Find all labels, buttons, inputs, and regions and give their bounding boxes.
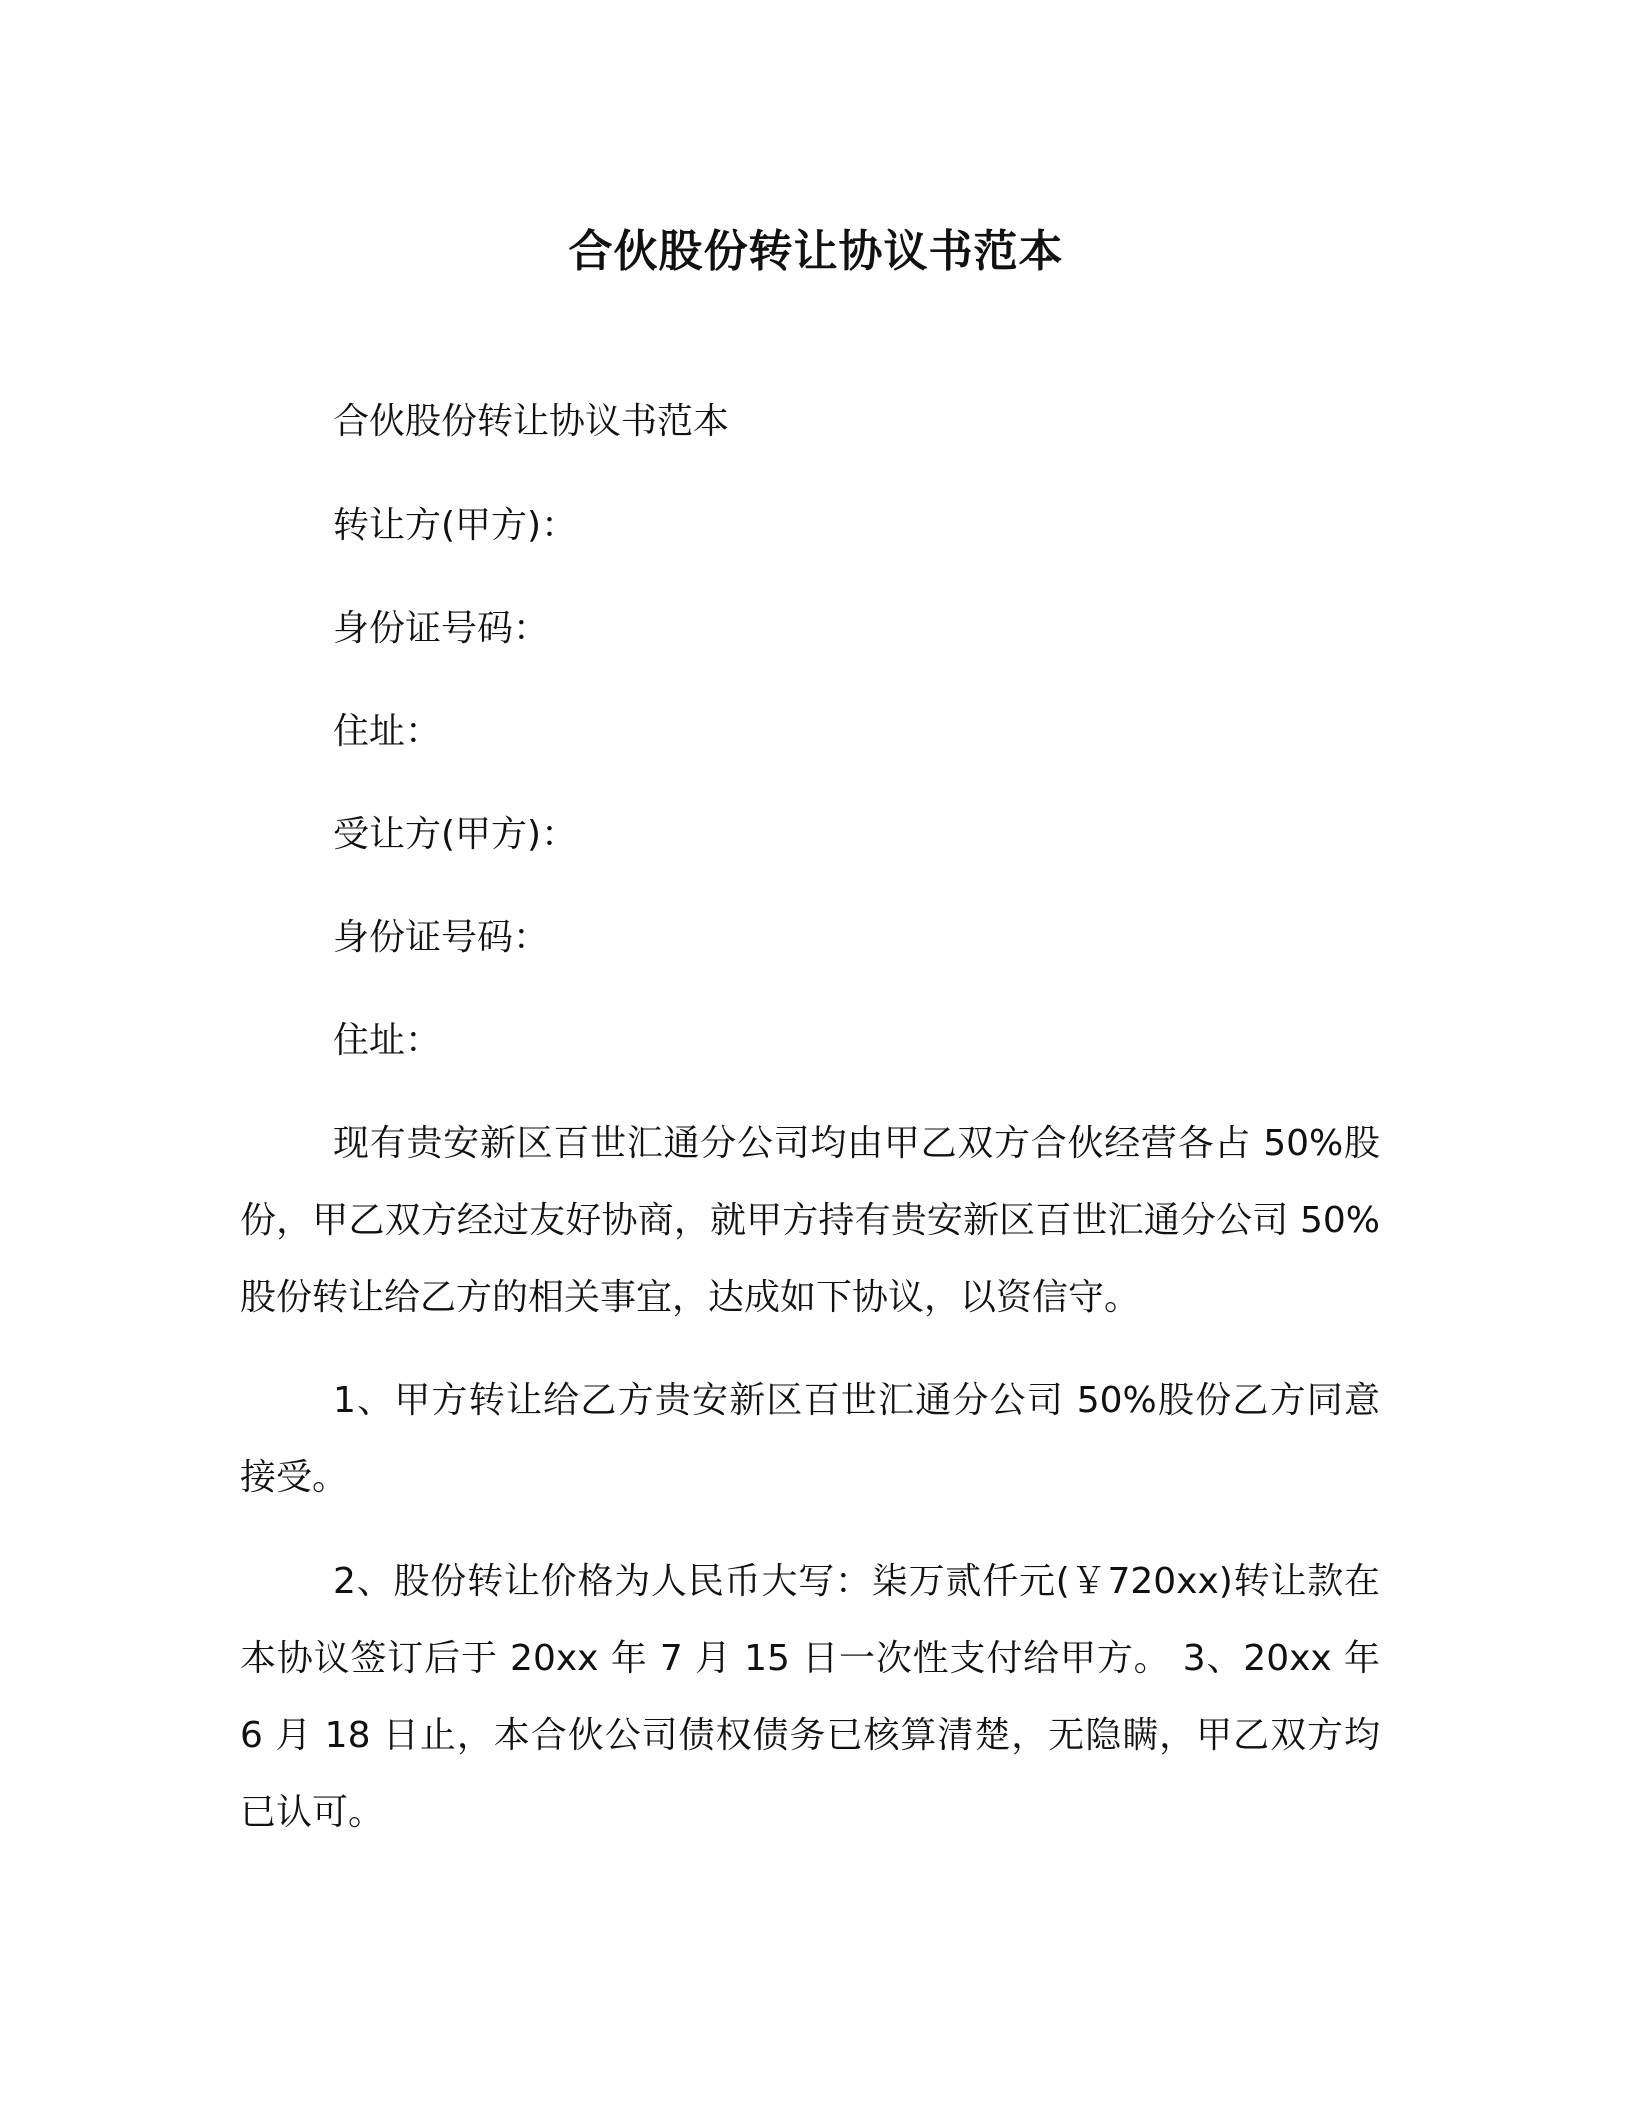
transferor-address-label: 住址： [333,711,442,752]
transferee-label: 受让方(甲方)： [333,814,578,855]
intro-paragraph: 现有贵安新区百世汇通分公司均由甲乙双方合伙经营各占 50%股份，甲乙双方经过友好协商，就甲方持有贵安新区百世汇通分公司 50%股份转让给乙方的相关事宜，达成如下协议，以资信守。 [240,1123,1380,1318]
transferor-label: 转让方(甲方)： [333,505,578,546]
transferee-id-label: 身份证号码： [333,917,550,958]
clause-1-paragraph: 1、甲方转让给乙方贵安新区百世汇通分公司 50%股份乙方同意接受。 [240,1380,1380,1498]
transferor-id-label: 身份证号码： [333,608,550,649]
document-title: 合伙股份转让协议书范本 [568,226,1064,277]
clause-2-paragraph: 2、股份转让价格为人民币大写：柒万贰仟元(￥720xx)转让款在本协议签订后于 20xx 年 7 月 15 日一次性支付给甲方。 3、20xx 年 6 月 18 日止，本合伙公司债权债务已核算清楚，无隐瞒，甲乙双方均已认可。 [240,1561,1380,1833]
transferee-address-label: 住址： [333,1020,442,1061]
document-subtitle: 合伙股份转让协议书范本 [333,401,730,442]
